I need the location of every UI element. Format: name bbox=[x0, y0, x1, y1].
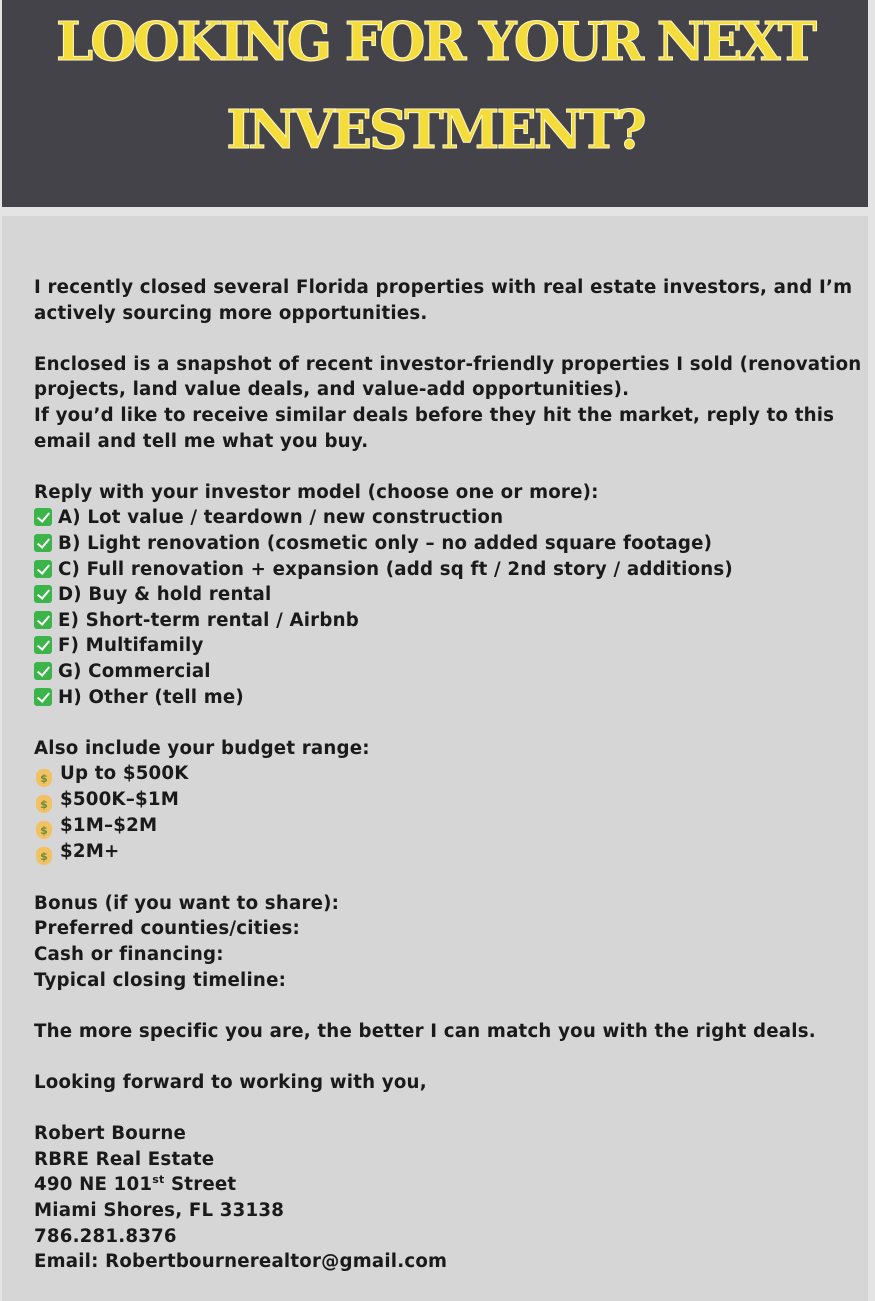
signature-email[interactable]: Email: Robertbournerealtor@gmail.com bbox=[34, 1251, 448, 1273]
list-item bbox=[34, 761, 834, 787]
bonus-item: Cash or financing: bbox=[34, 944, 224, 966]
intro-line: actively sourcing more opportunities. bbox=[34, 302, 428, 324]
list-item-label: $2M+ bbox=[60, 841, 120, 863]
list-item-label: Up to $500K bbox=[60, 763, 189, 785]
email-body bbox=[2, 216, 868, 1301]
list-item-label: C) Full renovation + expansion (add sq ft / 2nd story / additions) bbox=[58, 558, 733, 580]
signature-city: Miami Shores, FL 33138 bbox=[34, 1200, 285, 1221]
list-item bbox=[34, 839, 834, 865]
money-bag-icon: $ bbox=[36, 847, 52, 865]
enclosed-line: Enclosed is a snapshot of recent investor-friendly properties I sold (renovation bbox=[34, 353, 862, 375]
closing-statement: The more specific you are, the better I can match you with the right deals. bbox=[34, 1020, 816, 1042]
list-item bbox=[34, 813, 834, 839]
title-line-1: LOOKING FOR YOUR NEXT bbox=[55, 11, 815, 73]
header-banner bbox=[2, 0, 868, 207]
check-mark-icon bbox=[34, 508, 52, 526]
list-item-label: G) Commercial bbox=[58, 660, 211, 682]
sign-off: Looking forward to working with you, bbox=[34, 1072, 427, 1094]
message-text bbox=[34, 275, 862, 1275]
enclosed-line: email and tell me what you buy. bbox=[34, 430, 369, 452]
check-mark-icon bbox=[34, 636, 52, 654]
title-line-2: INVESTMENT? bbox=[226, 99, 644, 161]
budget-list bbox=[34, 761, 834, 865]
money-bag-icon: $ bbox=[36, 769, 52, 787]
list-item-label: D) Buy & hold rental bbox=[58, 584, 272, 606]
money-bag-icon: $ bbox=[36, 795, 52, 813]
list-item-label: $500K–$1M bbox=[60, 789, 180, 811]
list-item bbox=[34, 633, 834, 659]
enclosed-line: If you’d like to receive similar deals before they hit the market, reply to this bbox=[34, 404, 835, 426]
money-bag-icon: $ bbox=[36, 821, 52, 839]
list-item-label: $1M–$2M bbox=[60, 815, 158, 837]
street-suffix: st bbox=[152, 1173, 165, 1187]
check-mark-icon bbox=[34, 688, 52, 706]
list-item-label: E) Short-term rental / Airbnb bbox=[58, 609, 359, 631]
signature-phone: 786.281.8376 bbox=[34, 1225, 177, 1247]
list-item-label: A) Lot value / teardown / new construction bbox=[58, 507, 504, 529]
street-number: 490 NE 101 bbox=[34, 1174, 153, 1196]
page-title bbox=[2, 0, 868, 174]
bonus-heading: Bonus (if you want to share): bbox=[34, 892, 340, 914]
list-item-label: B) Light renovation (cosmetic only – no added square footage) bbox=[58, 532, 713, 554]
bonus-item: Typical closing timeline: bbox=[34, 969, 287, 991]
investor-model-list bbox=[34, 505, 834, 710]
list-item bbox=[34, 608, 834, 634]
list-item bbox=[34, 557, 834, 583]
list-item bbox=[34, 505, 834, 531]
check-mark-icon bbox=[34, 560, 52, 578]
models-heading: Reply with your investor model (choose one or more): bbox=[34, 481, 599, 503]
enclosed-paragraph bbox=[34, 352, 862, 454]
check-mark-icon bbox=[34, 585, 52, 603]
enclosed-line: projects, land value deals, and value-add opportunities). bbox=[34, 379, 630, 401]
list-item bbox=[34, 685, 834, 711]
list-item-label: F) Multifamily bbox=[58, 635, 204, 657]
bonus-item: Preferred counties/cities: bbox=[34, 918, 300, 940]
list-item bbox=[34, 787, 834, 813]
signature-name: Robert Bourne bbox=[34, 1123, 187, 1145]
signature-company: RBRE Real Estate bbox=[34, 1148, 215, 1170]
list-item bbox=[34, 582, 834, 608]
signature-block bbox=[34, 1121, 834, 1275]
intro-line: I recently closed several Florida properties with real estate investors, and I’m bbox=[34, 277, 853, 298]
list-item-label: H) Other (tell me) bbox=[58, 686, 244, 708]
signature-address bbox=[34, 1172, 834, 1198]
budget-heading: Also include your budget range: bbox=[34, 737, 370, 759]
list-item bbox=[34, 531, 834, 557]
list-item bbox=[34, 659, 834, 685]
intro-paragraph bbox=[34, 275, 853, 326]
check-mark-icon bbox=[34, 611, 52, 629]
check-mark-icon bbox=[34, 534, 52, 552]
check-mark-icon bbox=[34, 662, 52, 680]
street-name: Street bbox=[164, 1174, 237, 1196]
